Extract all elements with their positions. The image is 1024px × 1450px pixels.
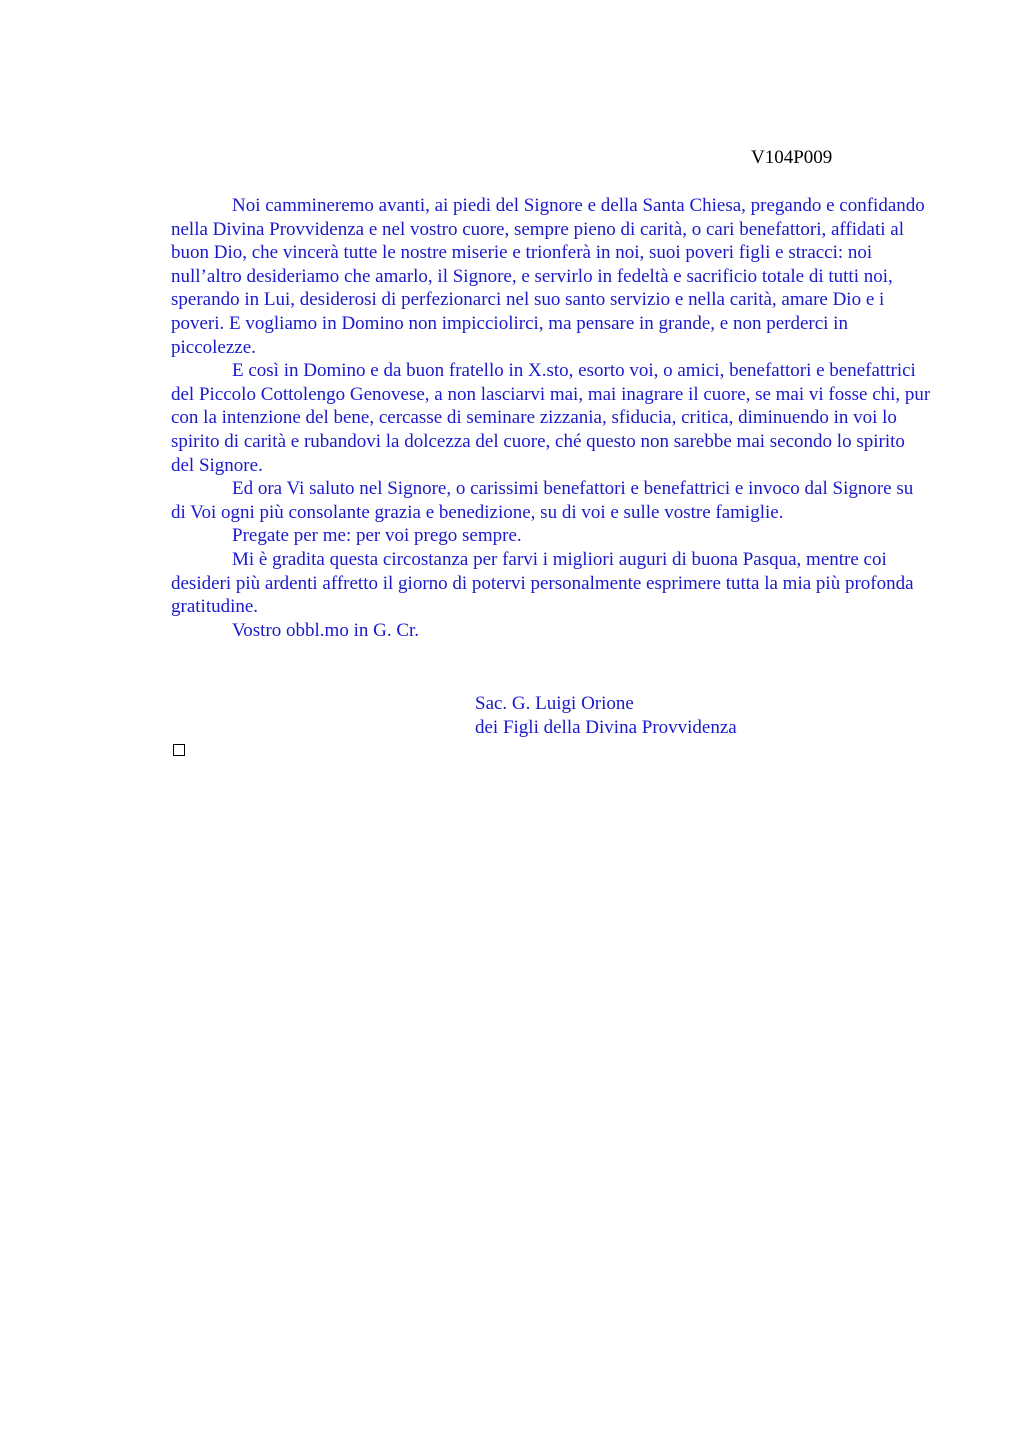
- paragraph-1: Noi cammineremo avanti, ai piedi del Signore e della Santa Chiesa, pregando e confidando nella Divina Provvidenza e nel vostro cuore, sempre pieno di carità, o cari benefattori, affidati al buon Dio, che vincerà tutte le nostre miserie e trionferà in noi, suoi poveri figli e stracci: noi null’altro desideriamo che amarlo, il Signore, e servirlo in fedeltà e sacrificio totale di tutti noi, sperando in Lui, desiderosi di perfezionarci nel suo santo servizio e nella carità, amare Dio e i poveri. E vogliamo in Domino non impicciolirci, ma pensare in grande, e non perderci in piccolezze.: [171, 195, 925, 358]
- page-reference: V104P009: [751, 147, 833, 168]
- letter-body: [171, 194, 931, 642]
- signature-title: dei Figli della Divina Provvidenza: [475, 717, 737, 738]
- paragraph-3: Ed ora Vi saluto nel Signore, o carissimi benefattori e benefattrici e invoco dal Signore su di Voi ogni più consolante grazia e benedizione, su di voi e sulle vostre famiglie.: [171, 478, 914, 523]
- paragraph-4: Pregate per me: per voi prego sempre.: [232, 525, 522, 547]
- paragraph-2: E così in Domino e da buon fratello in X.sto, esorto voi, o amici, benefattori e benefattrici del Piccolo Cottolengo Genovese, a non lasciarvi mai, mai inagrare il cuore, se mai vi fosse chi, pur con la intenzione del bene, cercasse di seminare zizzania, sfiducia, critica, diminuendo in voi lo spirito di carità e rubandovi la dolcezza del cuore, ché questo non sarebbe mai secondo lo spirito del Signore.: [171, 360, 931, 476]
- end-mark-box-icon: [173, 744, 185, 756]
- closing-salutation: Vostro obbl.mo in G. Cr.: [232, 619, 420, 641]
- paragraph-5: Mi è gradita questa circostanza per farvi i migliori auguri di buona Pasqua, mentre coi desideri più ardenti affretto il giorno di potervi personalmente esprimere tutta la mia più profonda gratitudine.: [171, 548, 914, 618]
- signature-block: [475, 692, 737, 740]
- signature-name: Sac. G. Luigi Orione: [475, 693, 634, 714]
